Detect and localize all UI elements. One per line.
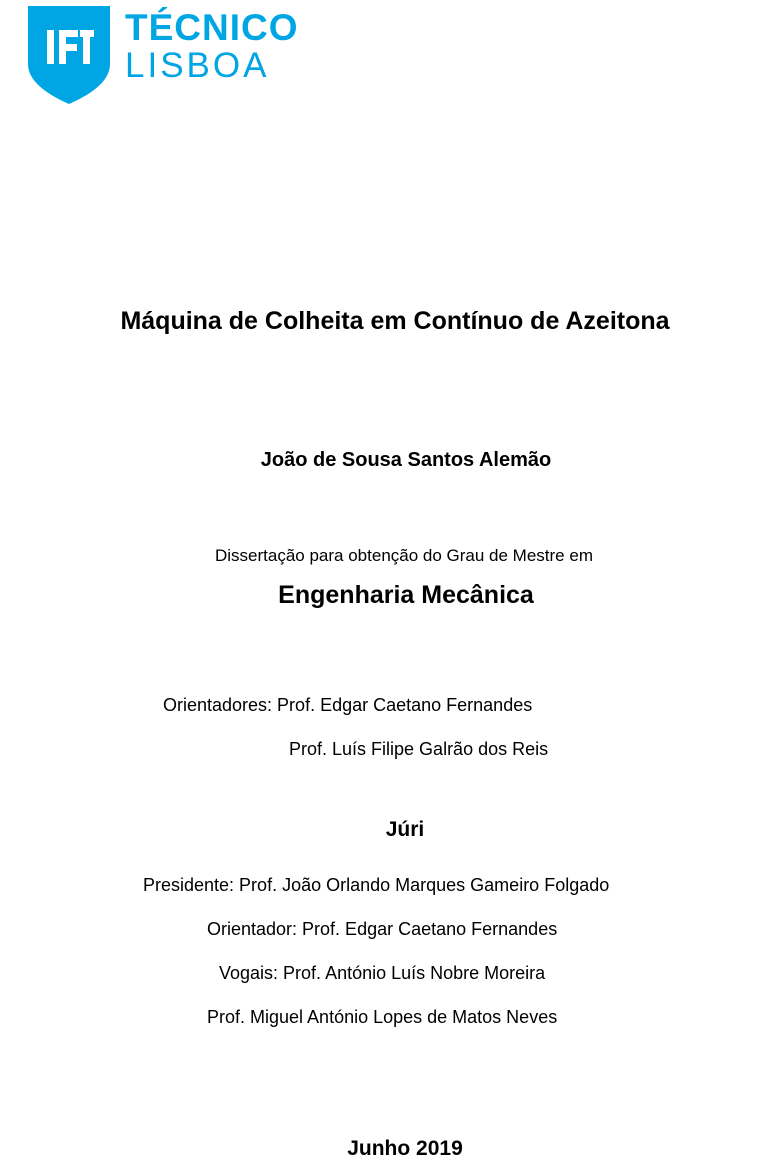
submission-date: Junho 2019 [347, 1137, 463, 1160]
jury-president: Presidente: Prof. João Orlando Marques Gameiro Folgado [143, 875, 610, 895]
jury-supervisor: Orientador: Prof. Edgar Caetano Fernandes [207, 919, 558, 939]
supervisor-line-2: Prof. Luís Filipe Galrão dos Reis [289, 739, 549, 759]
jury-member-2: Prof. Miguel António Lopes de Matos Neves [207, 1007, 558, 1027]
jury-heading: Júri [385, 818, 425, 841]
degree-intro: Dissertação para obtenção do Grau de Mestre em [215, 546, 593, 565]
thesis-title: Máquina de Colheita em Contínuo de Azeitona [120, 307, 670, 335]
ist-shield-icon [28, 6, 110, 104]
degree-name: Engenharia Mecânica [278, 581, 534, 609]
supervisor-line-1: Orientadores: Prof. Edgar Caetano Fernandes [163, 695, 533, 715]
institution-logo [22, 6, 299, 110]
jury-member-1: Vogais: Prof. António Luís Nobre Moreira [219, 963, 546, 983]
logo-wordmark-tecnico: TÉCNICO [125, 7, 299, 48]
logo-wordmark-lisboa: LISBOA [125, 46, 270, 85]
author-name: João de Sousa Santos Alemão [260, 449, 552, 471]
